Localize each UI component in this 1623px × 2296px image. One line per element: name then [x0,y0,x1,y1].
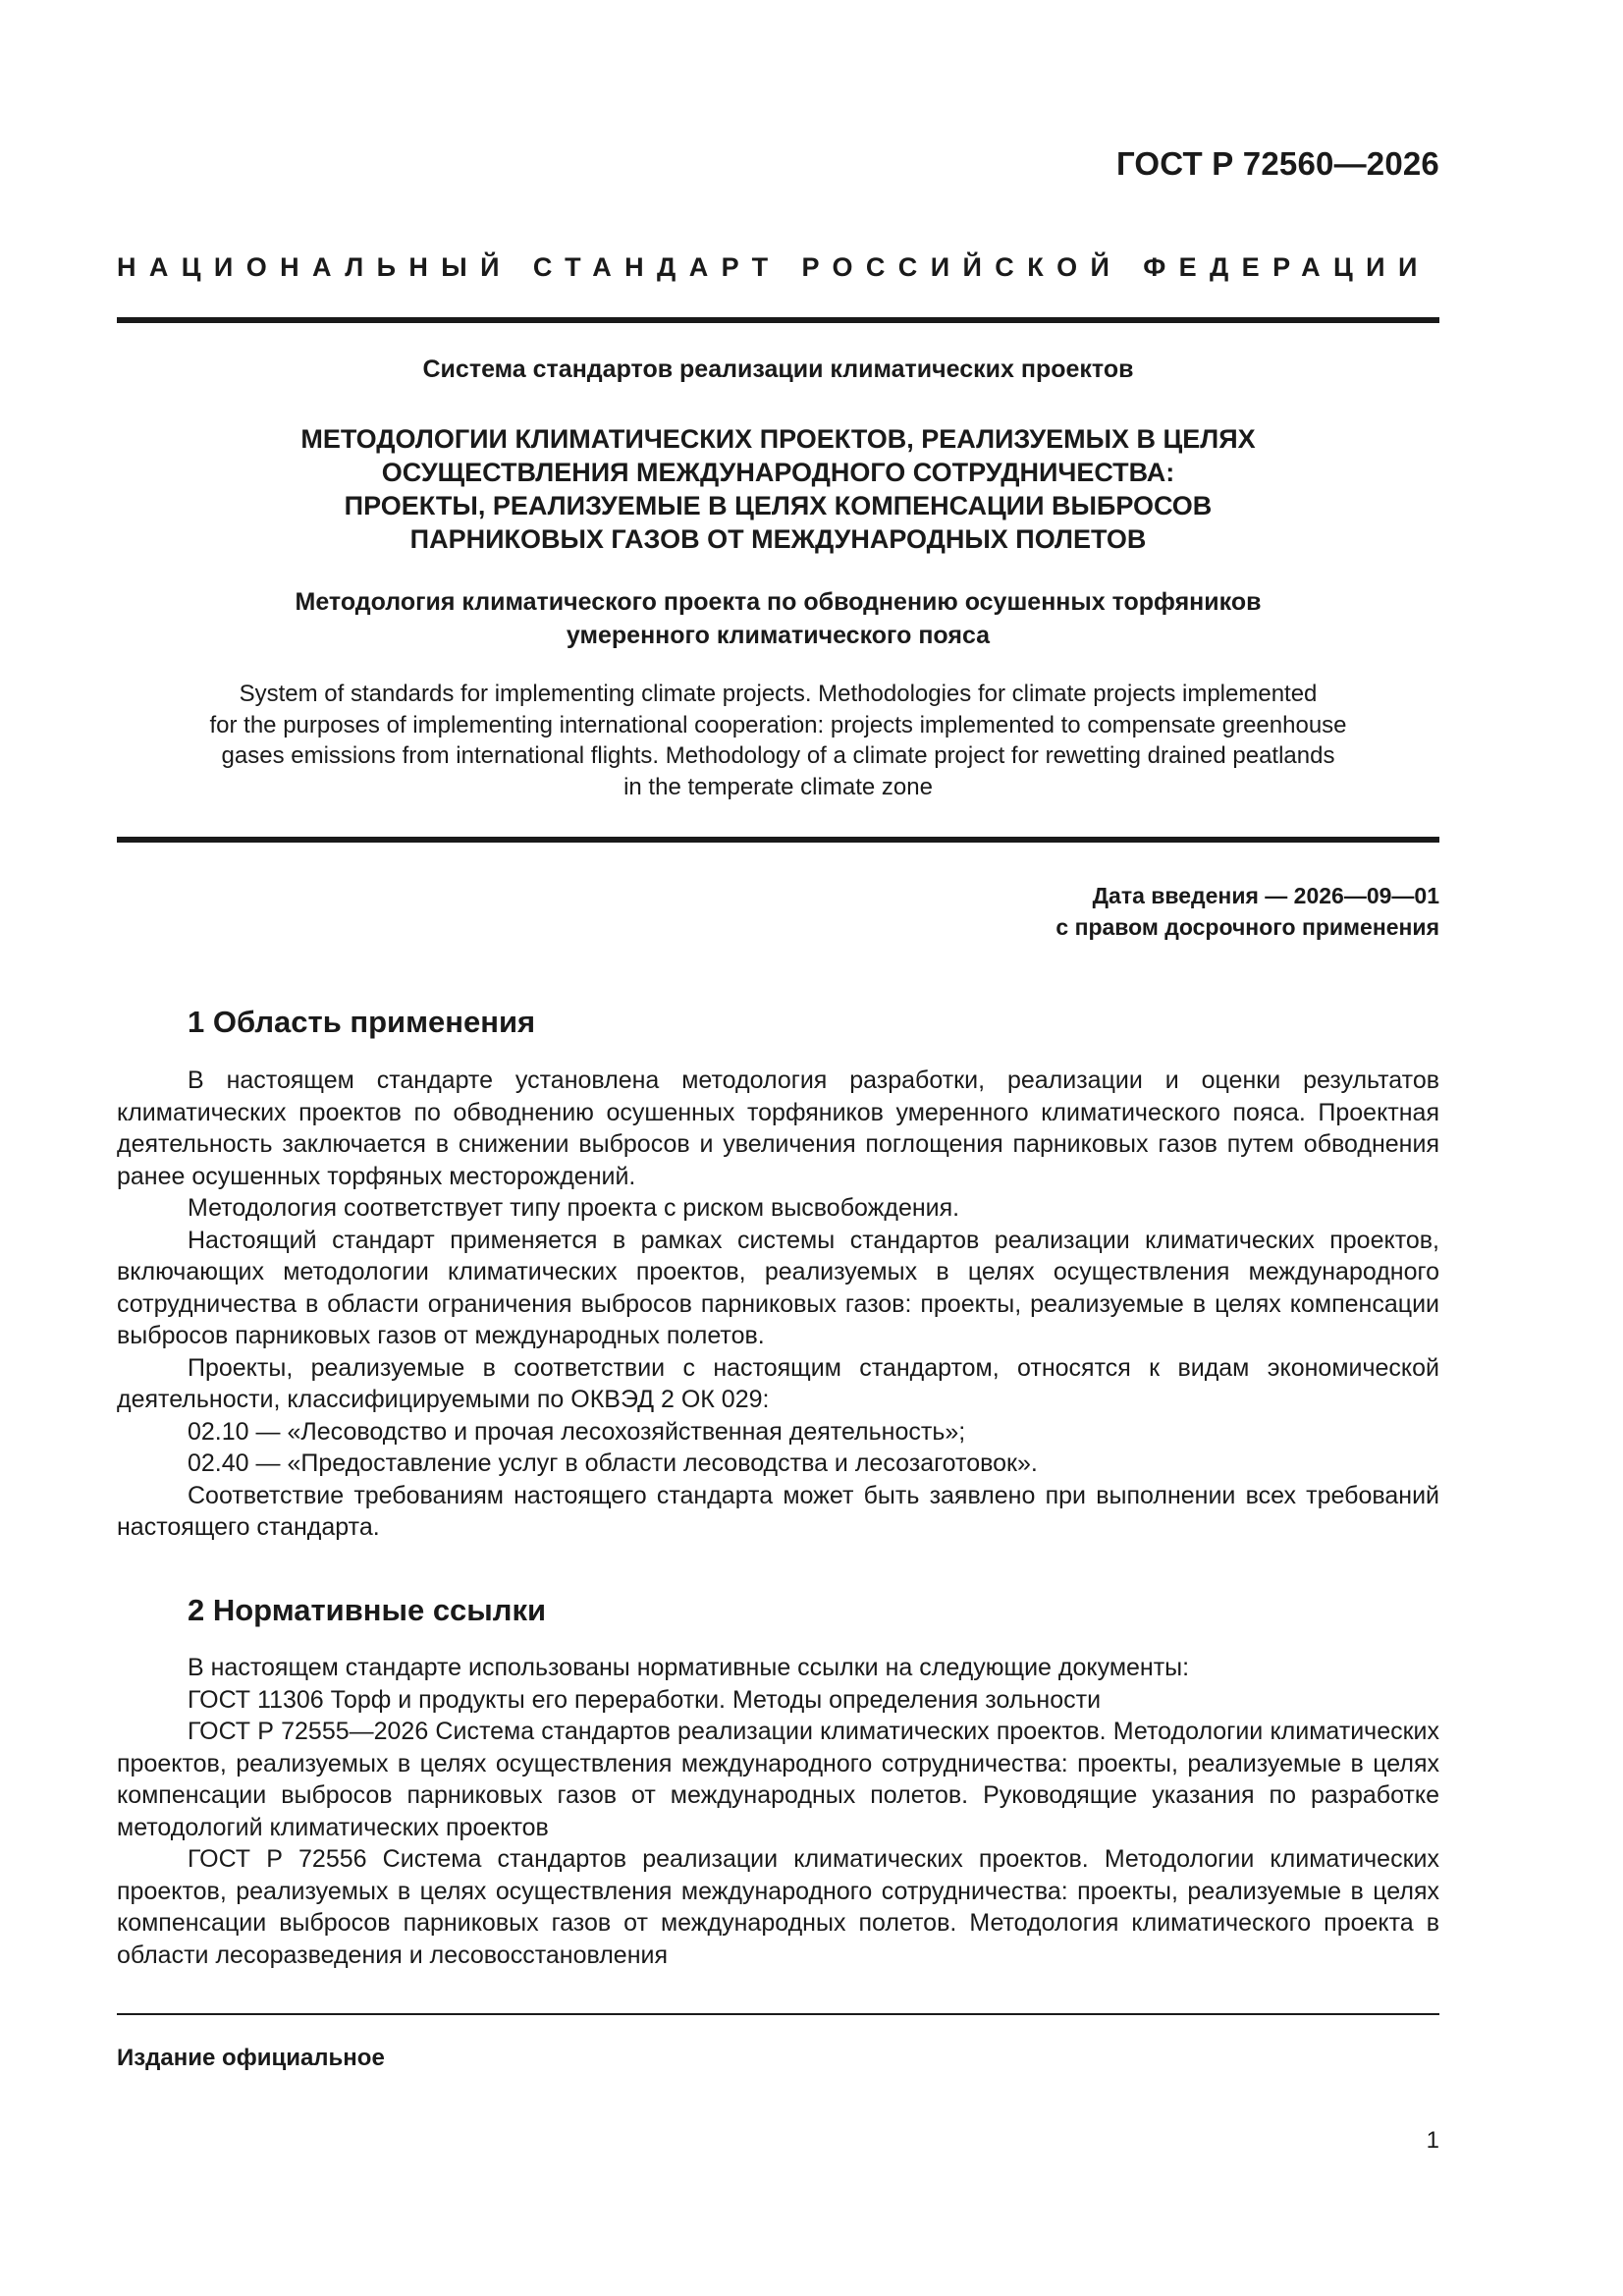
section-1-body [117,1065,1439,1544]
paragraph: Соответствие требованиям настоящего стандарта может быть заявлено при выполнении всех требований настоящего стандарта. [117,1481,1439,1541]
document-page [117,0,1439,2296]
paragraph: 02.40 — «Предоставление услуг в области лесоводства и лесозаготовок». [188,1449,1038,1477]
section-1-heading: 1 Область применения [188,1005,536,1039]
paragraph: ГОСТ Р 72556 Система стандартов реализации климатических проектов. Методологии климатических проектов, реализуемых в целях осуществления международного сотрудничества: проекты, реализуемые в целях компенсации выбросов парниковых газов от международных полетов. Методология климатического проекта в области лесоразведения и лесовосстановления [117,1845,1439,1969]
system-title: Система стандартов реализации климатических проектов [422,355,1134,383]
paragraph: В настоящем стандарте установлена методология разработки, реализации и оценки результатов климатических проектов по обводнению осушенных торфяников умеренного климатического пояса. Проектная деятельность заключается в снижении выбросов и увеличения поглощения парниковых газов путем обводнения ранее осушенных торфяных месторождений. [117,1066,1439,1190]
standard-code: ГОСТ Р 72560—2026 [1115,145,1439,182]
main-title-line: ПАРНИКОВЫХ ГАЗОВ ОТ МЕЖДУНАРОДНЫХ ПОЛЕТОВ [409,524,1147,554]
english-title-line: for the purposes of implementing international cooperation: projects implemented to compensate greenhouse [209,711,1347,738]
paragraph: ГОСТ Р 72555—2026 Система стандартов реализации климатических проектов. Методологии климатических проектов, реализуемых в целях осуществления международного сотрудничества: проекты, реализуемые в целях компенсации выбросов парниковых газов от международных полетов. Руководящие указания по разработке методологий климатических проектов [117,1718,1439,1841]
english-title [117,679,1439,802]
early-application-note: с правом досрочного применения [1055,914,1439,940]
footer-rule [117,2013,1439,2015]
national-standard-banner: НАЦИОНАЛЬНЫЙ СТАНДАРТ РОССИЙСКОЙ ФЕДЕРАЦИИ [117,252,1431,282]
english-title-line: in the temperate climate zone [623,773,933,800]
paragraph: ГОСТ 11306 Торф и продукты его переработки. Методы определения зольности [188,1685,1102,1714]
paragraph: Проекты, реализуемые в соответствии с настоящим стандартом, относятся к видам экономической деятельности, классифицируемыми по ОКВЭД 2 ОК 029: [117,1353,1439,1413]
paragraph: Настоящий стандарт применяется в рамках системы стандартов реализации климатических проектов, включающих методологии климатических проектов, реализуемых в целях осуществления международного сотрудничества в области ограничения выбросов парниковых газов: проекты, реализуемые в целях компенсации выбросов парниковых газов от международных полетов. [117,1226,1439,1349]
paragraph: 02.10 — «Лесоводство и прочая лесохозяйственная деятельность»; [188,1417,966,1446]
english-title-line: System of standards for implementing climate projects. Methodologies for climate projects implemented [239,681,1318,707]
page-number: 1 [1426,2127,1439,2154]
paragraph: Методология соответствует типу проекта с риском высвобождения. [188,1194,960,1222]
main-title-line: МЕТОДОЛОГИИ КЛИМАТИЧЕСКИХ ПРОЕКТОВ, РЕАЛИЗУЕМЫХ В ЦЕЛЯХ [300,424,1256,454]
section-2-body [117,1652,1439,1971]
paragraph: В настоящем стандарте использованы нормативные ссылки на следующие документы: [188,1654,1190,1681]
main-title-line: ПРОЕКТЫ, РЕАЛИЗУЕМЫЕ В ЦЕЛЯХ КОМПЕНСАЦИИ ВЫБРОСОВ [344,491,1213,520]
main-title [117,422,1439,556]
header-rule [117,317,1439,323]
subtitle [117,585,1439,652]
english-title-line: gases emissions from international flights. Methodology of a climate project for rewetting drained peatlands [221,742,1335,769]
official-edition: Издание официальное [117,2045,385,2071]
title-block-rule [117,837,1439,843]
main-title-line: ОСУЩЕСТВЛЕНИЯ МЕЖДУНАРОДНОГО СОТРУДНИЧЕСТВА: [381,458,1175,487]
section-2-heading: 2 Нормативные ссылки [188,1593,547,1627]
subtitle-line: Методология климатического проекта по обводнению осушенных торфяников [295,588,1262,616]
introduction-date [1055,880,1439,943]
introduction-date-line: Дата введения — 2026—09—01 [1092,883,1439,908]
subtitle-line: умеренного климатического пояса [566,622,991,649]
